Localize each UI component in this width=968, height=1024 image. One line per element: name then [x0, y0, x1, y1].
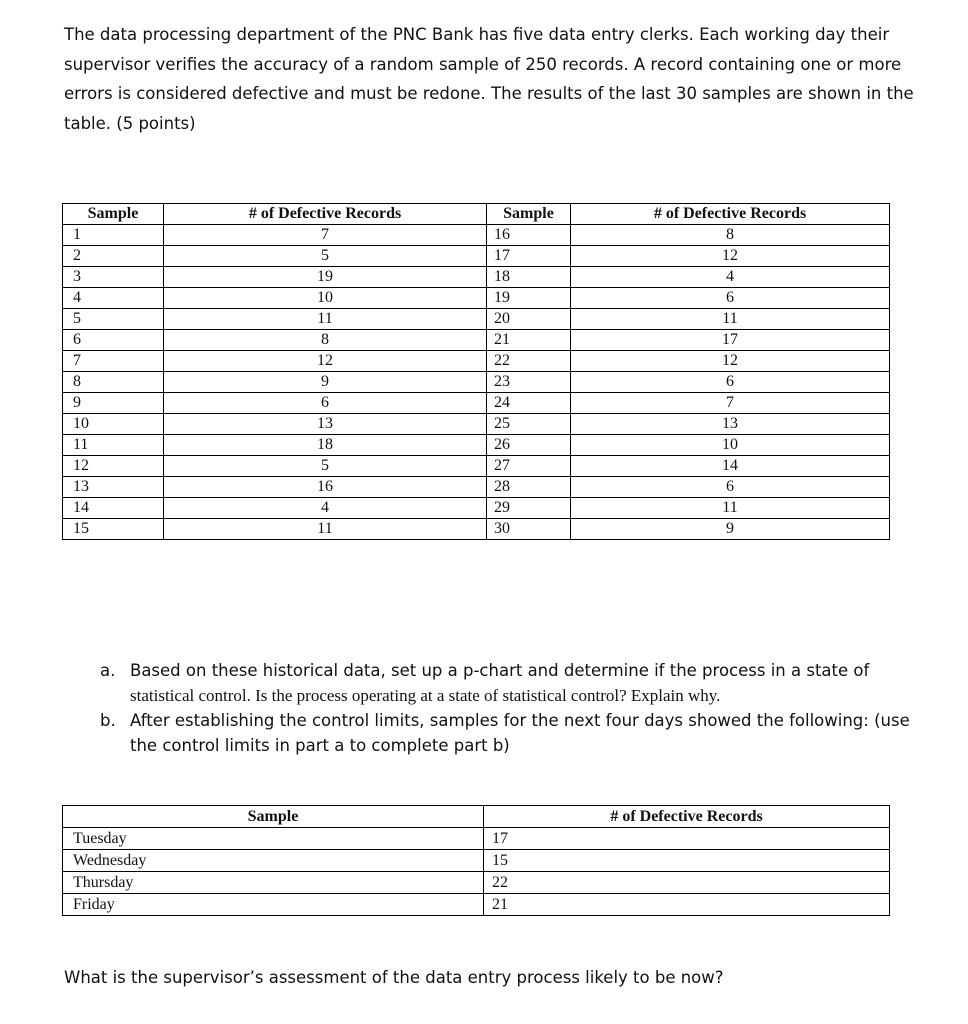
- sample-number-cell: 18: [487, 267, 571, 288]
- defective-count-cell: 6: [164, 393, 487, 414]
- sample-number-cell: 25: [487, 414, 571, 435]
- sample-number-cell: 10: [63, 414, 164, 435]
- historical-samples-table: [62, 203, 890, 540]
- table-row: [63, 267, 890, 288]
- question-a-text-line1: Based on these historical data, set up a p-chart and determine if the process in a state of: [130, 661, 870, 680]
- question-a-text-line2: statistical control. Is the process operating at a state of statistical control? Explain why.: [130, 686, 721, 705]
- defective-count-cell: 22: [484, 872, 890, 894]
- question-b-label: b.: [100, 711, 116, 730]
- table-row: [63, 519, 890, 540]
- defective-count-cell: 14: [571, 456, 890, 477]
- header-defective: # of Defective Records: [484, 806, 890, 828]
- question-list: [100, 658, 920, 758]
- sample-number-cell: 30: [487, 519, 571, 540]
- sample-number-cell: 23: [487, 372, 571, 393]
- defective-count-cell: 6: [571, 288, 890, 309]
- table-row: [63, 850, 890, 872]
- table-row: [63, 246, 890, 267]
- question-b: [100, 708, 920, 758]
- question-a: [100, 658, 920, 708]
- table-row: [63, 351, 890, 372]
- problem-statement: The data processing department of the PNC Bank has five data entry clerks. Each working day their supervisor verifies the accuracy of a random sample of 250 records. A record containing one or more errors is considered defective and must be redone. The results of the last 30 samples are shown in the table. (5 points): [64, 25, 914, 133]
- table-row: [63, 828, 890, 850]
- question-a-label: a.: [100, 661, 116, 680]
- defective-count-cell: 8: [164, 330, 487, 351]
- defective-count-cell: 11: [164, 519, 487, 540]
- defective-count-cell: 21: [484, 894, 890, 916]
- defective-count-cell: 6: [571, 477, 890, 498]
- table-row: [63, 894, 890, 916]
- defective-count-cell: 7: [571, 393, 890, 414]
- sample-number-cell: 3: [63, 267, 164, 288]
- table-row: [63, 372, 890, 393]
- question-b-text: After establishing the control limits, samples for the next four days showed the following: (use the control limits in part a to complete part b): [130, 711, 910, 755]
- defective-count-cell: 4: [571, 267, 890, 288]
- defective-count-cell: 16: [164, 477, 487, 498]
- day-cell: Thursday: [63, 872, 484, 894]
- defective-count-cell: 6: [571, 372, 890, 393]
- day-cell: Tuesday: [63, 828, 484, 850]
- defective-count-cell: 11: [571, 498, 890, 519]
- table-row: [63, 872, 890, 894]
- defective-count-cell: 10: [571, 435, 890, 456]
- sample-number-cell: 11: [63, 435, 164, 456]
- defective-count-cell: 4: [164, 498, 487, 519]
- sample-number-cell: 7: [63, 351, 164, 372]
- sample-number-cell: 9: [63, 393, 164, 414]
- sample-number-cell: 2: [63, 246, 164, 267]
- day-cell: Friday: [63, 894, 484, 916]
- defective-count-cell: 18: [164, 435, 487, 456]
- defective-count-cell: 10: [164, 288, 487, 309]
- sample-number-cell: 19: [487, 288, 571, 309]
- defective-count-cell: 12: [164, 351, 487, 372]
- defective-count-cell: 12: [571, 246, 890, 267]
- sample-number-cell: 1: [63, 225, 164, 246]
- sample-number-cell: 4: [63, 288, 164, 309]
- table-header-row: [63, 204, 890, 225]
- defective-count-cell: 8: [571, 225, 890, 246]
- defective-count-cell: 9: [164, 372, 487, 393]
- closing-question: What is the supervisor’s assessment of the data entry process likely to be now?: [64, 968, 724, 987]
- defective-count-cell: 11: [571, 309, 890, 330]
- defective-count-cell: 13: [571, 414, 890, 435]
- defective-count-cell: 5: [164, 456, 487, 477]
- table-row: [63, 393, 890, 414]
- table-row: [63, 330, 890, 351]
- next-four-days-table: [62, 805, 890, 916]
- sample-number-cell: 12: [63, 456, 164, 477]
- header-sample-2: Sample: [487, 204, 571, 225]
- table-row: [63, 477, 890, 498]
- table-row: [63, 309, 890, 330]
- defective-count-cell: 11: [164, 309, 487, 330]
- sample-number-cell: 26: [487, 435, 571, 456]
- header-defective-1: # of Defective Records: [164, 204, 487, 225]
- sample-number-cell: 15: [63, 519, 164, 540]
- defective-count-cell: 15: [484, 850, 890, 872]
- sample-number-cell: 17: [487, 246, 571, 267]
- sample-number-cell: 28: [487, 477, 571, 498]
- day-cell: Wednesday: [63, 850, 484, 872]
- defective-count-cell: 9: [571, 519, 890, 540]
- header-sample: Sample: [63, 806, 484, 828]
- defective-count-cell: 7: [164, 225, 487, 246]
- table-row: [63, 225, 890, 246]
- sample-number-cell: 14: [63, 498, 164, 519]
- table-row: [63, 456, 890, 477]
- defective-count-cell: 19: [164, 267, 487, 288]
- sample-number-cell: 22: [487, 351, 571, 372]
- header-sample-1: Sample: [63, 204, 164, 225]
- table-header-row: [63, 806, 890, 828]
- sample-number-cell: 20: [487, 309, 571, 330]
- defective-count-cell: 5: [164, 246, 487, 267]
- sample-number-cell: 27: [487, 456, 571, 477]
- sample-number-cell: 24: [487, 393, 571, 414]
- sample-number-cell: 6: [63, 330, 164, 351]
- table-row: [63, 498, 890, 519]
- defective-count-cell: 17: [571, 330, 890, 351]
- sample-number-cell: 8: [63, 372, 164, 393]
- defective-count-cell: 17: [484, 828, 890, 850]
- table-row: [63, 288, 890, 309]
- sample-number-cell: 21: [487, 330, 571, 351]
- defective-count-cell: 12: [571, 351, 890, 372]
- table-row: [63, 435, 890, 456]
- table-row: [63, 414, 890, 435]
- sample-number-cell: 16: [487, 225, 571, 246]
- defective-count-cell: 13: [164, 414, 487, 435]
- sample-number-cell: 5: [63, 309, 164, 330]
- sample-number-cell: 29: [487, 498, 571, 519]
- header-defective-2: # of Defective Records: [571, 204, 890, 225]
- sample-number-cell: 13: [63, 477, 164, 498]
